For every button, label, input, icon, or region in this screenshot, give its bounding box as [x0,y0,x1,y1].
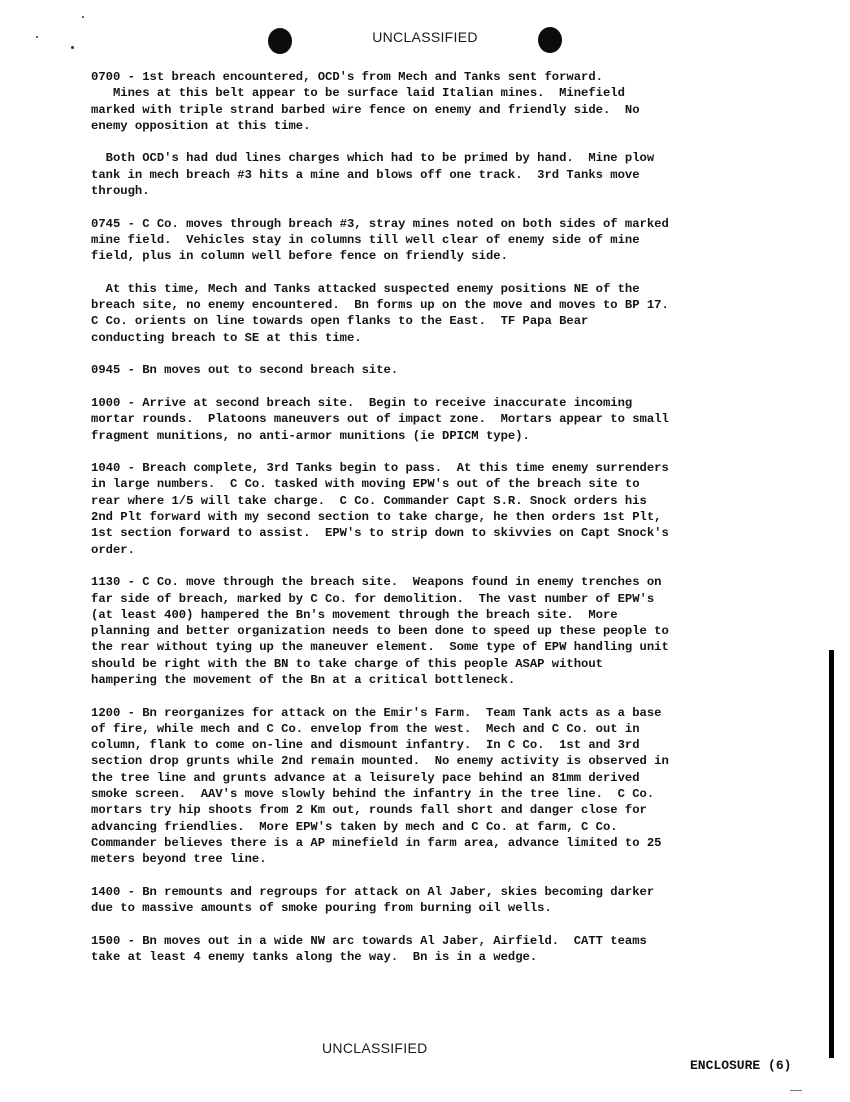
paragraph-line: planning and better organization needs to been done to speed up these people to [91,624,669,639]
paragraph-line: (at least 400) hampered the Bn's movement through the breach site. More [91,607,618,622]
paragraph-line: advancing friendlies. More EPW's taken by mech and C Co. at farm, C Co. [91,819,618,834]
paragraph-line: order. [91,542,135,557]
paragraph [91,884,751,917]
paragraph-line: due to massive amounts of smoke pouring from burning oil wells. [91,901,552,916]
paragraph-line: mortar rounds. Platoons maneuvers out of impact zone. Mortars appear to small [91,412,669,427]
paragraph-line: column, flank to come on-line and dismount infantry. In C Co. 1st and 3rd [91,738,640,753]
paragraph-line: 2nd Plt forward with my second section to take charge, he then orders 1st Plt, [91,510,662,525]
paragraph-line: the tree line and grunts advance at a leisurely pace behind an 81mm derived [91,770,640,785]
header-classification: UNCLASSIFIED [372,29,478,45]
paragraph-line: 0745 - C Co. moves through breach #3, stray mines noted on both sides of marked [91,216,669,231]
paragraph-line: tank in mech breach #3 hits a mine and blows off one track. 3rd Tanks move [91,167,640,182]
paragraph-line: smoke screen. AAV's move slowly behind the infantry in the tree line. C Co. [91,787,655,802]
document-body [91,69,751,982]
paragraph-line: 1040 - Breach complete, 3rd Tanks begin to pass. At this time enemy surrenders [91,461,669,476]
paragraph-line: the rear without tying up the maneuver element. Some type of EPW handling unit [91,640,669,655]
paragraph-line: C Co. orients on line towards open flanks to the East. TF Papa Bear [91,314,589,329]
paragraph-line: conducting breach to SE at this time. [91,330,362,345]
paragraph-line: far side of breach, marked by C Co. for demolition. The vast number of EPW's [91,591,655,606]
paragraph-line: mortars try hip shoots from 2 Km out, rounds fall short and danger close for [91,803,647,818]
paragraph [91,69,751,134]
paragraph-line: 1st section forward to assist. EPW's to strip down to skivvies on Capt Snock's [91,526,669,541]
paragraph-line: breach site, no enemy encountered. Bn forms up on the move and moves to BP 17. [91,298,669,313]
paragraph-line: take at least 4 enemy tanks along the way. Bn is in a wedge. [91,950,538,965]
paragraph-line: field, plus in column well before fence on friendly side. [91,249,508,264]
paragraph-line: in large numbers. C Co. tasked with moving EPW's out of the breach site to [91,477,640,492]
paragraph [91,395,751,444]
footer-classification: UNCLASSIFIED [322,1040,428,1056]
scan-speck [71,46,74,49]
paragraph-line: marked with triple strand barbed wire fence on enemy and friendly side. No [91,102,640,117]
paragraph-line: 1200 - Bn reorganizes for attack on the Emir's Farm. Team Tank acts as a base [91,705,662,720]
paragraph-line: At this time, Mech and Tanks attacked suspected enemy positions NE of the [91,281,640,296]
paragraph-line: 1130 - C Co. move through the breach site. Weapons found in enemy trenches on [91,575,662,590]
paragraph-line: Mines at this belt appear to be surface laid Italian mines. Minefield [91,86,625,101]
paragraph-line: rear where 1/5 will take charge. C Co. Commander Capt S.R. Snock orders his [91,493,647,508]
paragraph-line: 1500 - Bn moves out in a wide NW arc towards Al Jaber, Airfield. CATT teams [91,933,647,948]
paragraph-line: section drop grunts while 2nd remain mounted. No enemy activity is observed in [91,754,669,769]
paragraph [91,705,751,868]
margin-change-bar [829,650,834,1058]
paragraph [91,150,751,199]
paragraph-line: Commander believes there is a AP minefield in farm area, advance limited to 25 [91,835,662,850]
paragraph [91,281,751,346]
paragraph-line: hampering the movement of the Bn at a critical bottleneck. [91,672,516,687]
paragraph-line: of fire, while mech and C Co. envelop from the west. Mech and C Co. out in [91,721,640,736]
paragraph-line: should be right with the BN to take charge of this people ASAP without [91,656,603,671]
paragraph-line: enemy opposition at this time. [91,118,311,133]
paragraph-line: 0700 - 1st breach encountered, OCD's from Mech and Tanks sent forward. [91,70,603,84]
paragraph [91,933,751,966]
paragraph-line: fragment munitions, no anti-armor munitions (ie DPICM type). [91,428,530,443]
scan-mark [790,1090,802,1091]
paragraph-line: 1000 - Arrive at second breach site. Begin to receive inaccurate incoming [91,395,633,410]
paragraph-line: 1400 - Bn remounts and regroups for attack on Al Jaber, skies becoming darker [91,884,655,899]
paragraph [91,216,751,265]
paragraph-line: meters beyond tree line. [91,852,267,867]
scan-speck [82,16,84,18]
paragraph-line: 0945 - Bn moves out to second breach site. [91,363,399,378]
enclosure-label: ENCLOSURE (6) [690,1058,792,1073]
paragraph-line: through. [91,184,150,199]
paragraph [91,362,751,378]
paragraph [91,460,751,558]
paragraph [91,574,751,688]
paragraph-line: mine field. Vehicles stay in columns till well clear of enemy side of mine [91,232,640,247]
paragraph-line: Both OCD's had dud lines charges which had to be primed by hand. Mine plow [91,151,655,166]
